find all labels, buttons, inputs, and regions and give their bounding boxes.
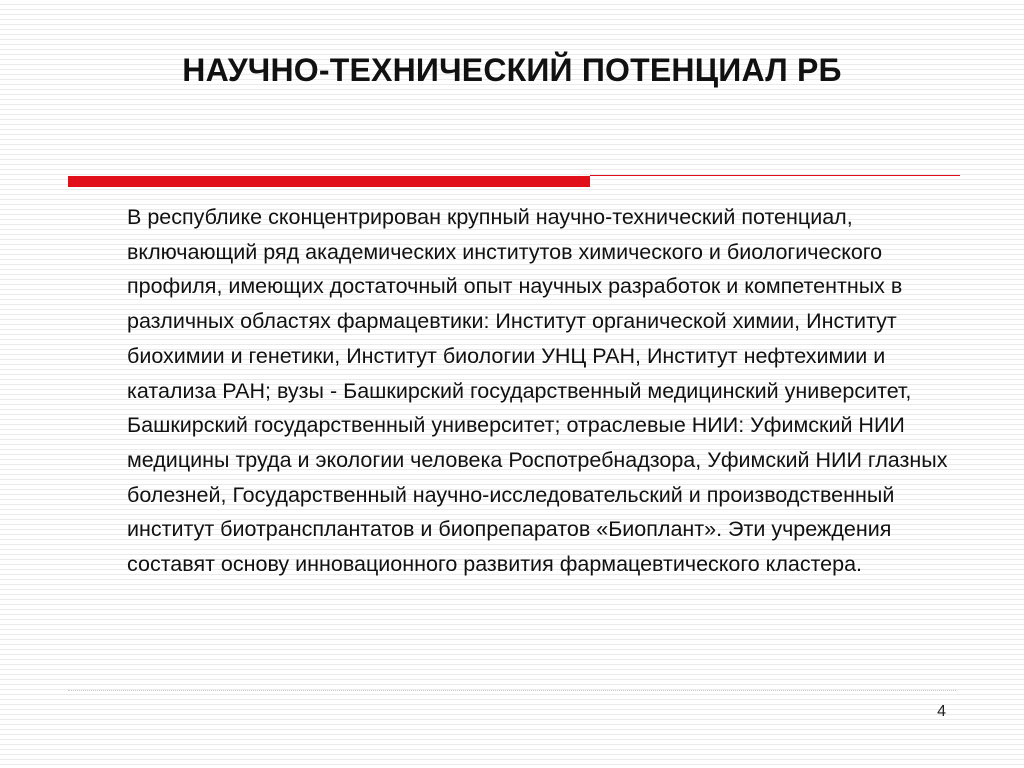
slide-title: НАУЧНО-ТЕХНИЧЕСКИЙ ПОТЕНЦИАЛ РБ [182,52,842,88]
slide-body-text: В республике сконцентрирован крупный научно-технический потенциал, включающий ряд академических институтов химического и биологического профиля, имеющих достаточный опыт научных разработок и компетентных в различных областях фармацевтики: Институт органической химии, Институт биохимии и генетики, Институт биологии УНЦ РАН, Институт нефтехимии и катализа РАН; вузы - Башкирский государственный медицинский университет, Башкирский государственный университет; отраслевые НИИ: Уфимский НИИ медицины труда и экологии человека Роспотребнадзора, Уфимский НИИ глазных болезней, Государственный научно-исследовательский и производственный институт биотрансплантатов и биопрепаратов «Биоплант». Эти учреждения составят основу инновационного развития фармацевтического кластера. [127,205,948,577]
page-number: 4 [937,703,946,720]
accent-bar [68,176,590,187]
accent-line [590,175,960,176]
bottom-divider [68,690,956,691]
